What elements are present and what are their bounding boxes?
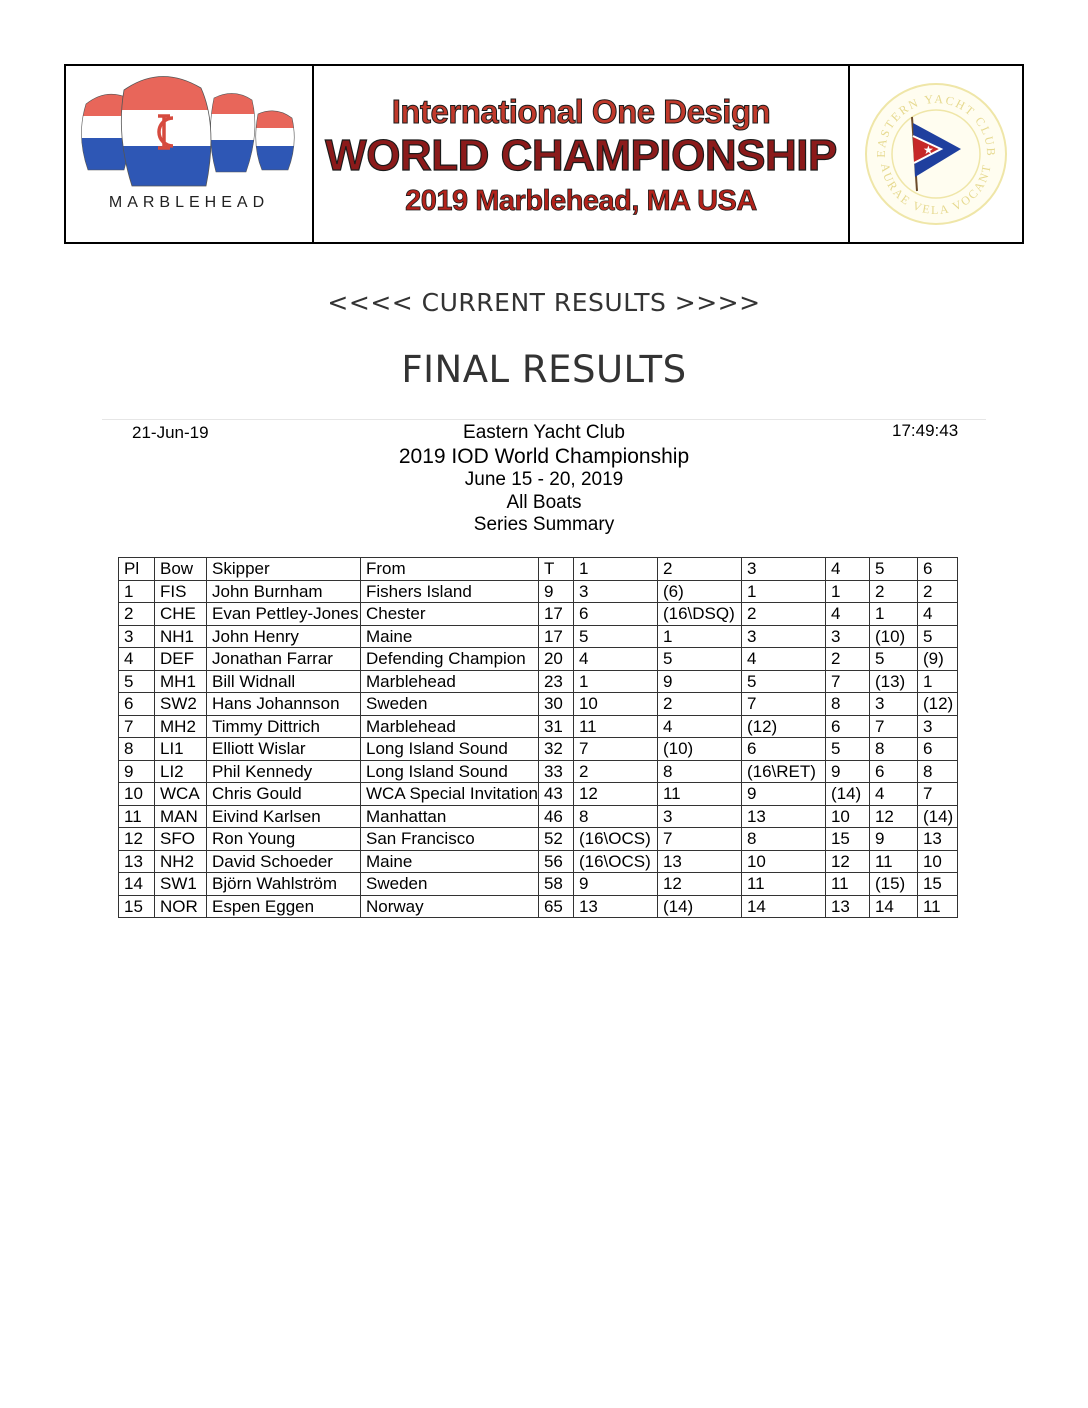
report-club: Eastern Yacht Club [463, 422, 625, 443]
cell-bow: CHE [155, 603, 207, 626]
cell-race-6: (12) [917, 693, 957, 716]
cell-bow: LI1 [155, 738, 207, 761]
report-time: 17:49:43 [892, 421, 959, 440]
cell-total: 46 [538, 805, 573, 828]
cell-skipper: David Schoeder [207, 850, 361, 873]
cell-race-6: 3 [917, 715, 957, 738]
cell-race-1: 4 [573, 648, 657, 671]
cell-race-1: 10 [573, 693, 657, 716]
cell-race-5: 9 [869, 828, 917, 851]
svg-text:★: ★ [923, 143, 934, 157]
cell-from: Maine [361, 850, 539, 873]
table-row [119, 648, 958, 671]
cell-from: WCA Special Invitation [361, 783, 539, 806]
event-championship-title: WORLD CHAMPIONSHIP [325, 130, 837, 180]
table-row [119, 670, 958, 693]
cell-race-3: 9 [741, 783, 825, 806]
cell-race-4: 12 [825, 850, 869, 873]
cell-skipper: Chris Gould [207, 783, 361, 806]
cell-total: 31 [538, 715, 573, 738]
table-row [119, 580, 958, 603]
marblehead-logo-cell [66, 66, 314, 242]
cell-place: 9 [119, 760, 155, 783]
cell-race-4: 15 [825, 828, 869, 851]
header-place: Pl [119, 558, 155, 581]
marblehead-sails-logo [66, 66, 312, 242]
header-race-1: 1 [573, 558, 657, 581]
cell-race-3: (12) [741, 715, 825, 738]
cell-place: 5 [119, 670, 155, 693]
cell-race-1: 13 [573, 895, 657, 918]
cell-race-2: 1 [657, 625, 741, 648]
eyc-seal-cell [850, 66, 1022, 242]
cell-race-6: 1 [917, 670, 957, 693]
cell-skipper: Eivind Karlsen [207, 805, 361, 828]
cell-from: Long Island Sound [361, 738, 539, 761]
cell-race-4: 13 [825, 895, 869, 918]
cell-race-5: 8 [869, 738, 917, 761]
cell-skipper: Timmy Dittrich [207, 715, 361, 738]
cell-bow: FIS [155, 580, 207, 603]
cell-race-5: (10) [869, 625, 917, 648]
cell-skipper: Hans Johannson [207, 693, 361, 716]
table-row [119, 895, 958, 918]
cell-total: 23 [538, 670, 573, 693]
cell-race-6: (14) [917, 805, 957, 828]
cell-race-4: 4 [825, 603, 869, 626]
report-division: All Boats [506, 492, 582, 513]
cell-from: Sweden [361, 693, 539, 716]
cell-race-2: (6) [657, 580, 741, 603]
cell-race-2: (10) [657, 738, 741, 761]
cell-place: 4 [119, 648, 155, 671]
table-row [119, 873, 958, 896]
cell-skipper: Bill Widnall [207, 670, 361, 693]
cell-race-3: 5 [741, 670, 825, 693]
cell-skipper: Ron Young [207, 828, 361, 851]
cell-race-3: 10 [741, 850, 825, 873]
cell-bow: SW1 [155, 873, 207, 896]
table-row [119, 693, 958, 716]
cell-race-2: 3 [657, 805, 741, 828]
cell-race-4: 5 [825, 738, 869, 761]
cell-race-4: 6 [825, 715, 869, 738]
cell-place: 1 [119, 580, 155, 603]
cell-skipper: John Henry [207, 625, 361, 648]
cell-race-1: 7 [573, 738, 657, 761]
cell-race-1: 6 [573, 603, 657, 626]
cell-bow: LI2 [155, 760, 207, 783]
cell-race-6: 4 [917, 603, 957, 626]
header-banner [64, 64, 1024, 244]
cell-race-5: 11 [869, 850, 917, 873]
table-row [119, 805, 958, 828]
cell-bow: SW2 [155, 693, 207, 716]
cell-race-6: 13 [917, 828, 957, 851]
cell-bow: MAN [155, 805, 207, 828]
cell-race-2: 11 [657, 783, 741, 806]
table-header-row [119, 558, 958, 581]
cell-race-5: 2 [869, 580, 917, 603]
table-row [119, 603, 958, 626]
cell-race-5: 1 [869, 603, 917, 626]
cell-race-3: 3 [741, 625, 825, 648]
cell-race-2: 9 [657, 670, 741, 693]
cell-from: Maine [361, 625, 539, 648]
cell-place: 6 [119, 693, 155, 716]
header-race-4: 4 [825, 558, 869, 581]
cell-skipper: John Burnham [207, 580, 361, 603]
cell-skipper: Jonathan Farrar [207, 648, 361, 671]
cell-bow: NH2 [155, 850, 207, 873]
header-race-5: 5 [869, 558, 917, 581]
event-title-cell [314, 66, 850, 242]
report-event: 2019 IOD World Championship [398, 445, 690, 468]
cell-place: 7 [119, 715, 155, 738]
cell-race-1: (16\OCS) [573, 850, 657, 873]
cell-race-2: 5 [657, 648, 741, 671]
cell-total: 43 [538, 783, 573, 806]
cell-place: 3 [119, 625, 155, 648]
cell-race-3: 14 [741, 895, 825, 918]
cell-race-1: 2 [573, 760, 657, 783]
cell-race-4: 2 [825, 648, 869, 671]
cell-from: Manhattan [361, 805, 539, 828]
report-summary: Series Summary [473, 514, 615, 535]
cell-race-3: 1 [741, 580, 825, 603]
cell-race-6: 5 [917, 625, 957, 648]
cell-race-6: 15 [917, 873, 957, 896]
cell-race-5: 3 [869, 693, 917, 716]
current-results-heading: <<<< CURRENT RESULTS >>>> [327, 288, 761, 317]
cell-race-3: 11 [741, 873, 825, 896]
cell-race-5: 4 [869, 783, 917, 806]
cell-race-3: 2 [741, 603, 825, 626]
cell-race-2: (14) [657, 895, 741, 918]
cell-total: 20 [538, 648, 573, 671]
cell-race-2: 13 [657, 850, 741, 873]
cell-race-4: 8 [825, 693, 869, 716]
cell-race-3: 6 [741, 738, 825, 761]
cell-race-4: 3 [825, 625, 869, 648]
cell-bow: SFO [155, 828, 207, 851]
cell-bow: NH1 [155, 625, 207, 648]
cell-race-2: 2 [657, 693, 741, 716]
cell-skipper: Elliott Wislar [207, 738, 361, 761]
eastern-yacht-club-seal [861, 79, 1011, 229]
table-row [119, 850, 958, 873]
report-date: 21-Jun-19 [132, 423, 209, 442]
cell-race-1: 5 [573, 625, 657, 648]
cell-skipper: Espen Eggen [207, 895, 361, 918]
header-race-6: 6 [917, 558, 957, 581]
cell-total: 17 [538, 625, 573, 648]
final-results-heading: FINAL RESULTS [401, 348, 687, 391]
results-table [118, 557, 958, 918]
cell-from: Fishers Island [361, 580, 539, 603]
table-row [119, 760, 958, 783]
cell-place: 2 [119, 603, 155, 626]
header-race-3: 3 [741, 558, 825, 581]
header-from: From [361, 558, 539, 581]
cell-race-5: 6 [869, 760, 917, 783]
cell-race-5: 12 [869, 805, 917, 828]
cell-race-5: 7 [869, 715, 917, 738]
cell-total: 52 [538, 828, 573, 851]
cell-race-1: (16\OCS) [573, 828, 657, 851]
cell-race-1: 12 [573, 783, 657, 806]
cell-total: 17 [538, 603, 573, 626]
cell-total: 9 [538, 580, 573, 603]
event-class-title: International One Design [391, 92, 771, 130]
cell-from: Defending Champion [361, 648, 539, 671]
event-location-title: 2019 Marblehead, MA USA [405, 184, 757, 217]
cell-from: San Francisco [361, 828, 539, 851]
cell-race-2: 4 [657, 715, 741, 738]
table-row [119, 738, 958, 761]
cell-race-3: 4 [741, 648, 825, 671]
cell-bow: NOR [155, 895, 207, 918]
cell-from: Sweden [361, 873, 539, 896]
cell-race-4: 7 [825, 670, 869, 693]
cell-race-5: 14 [869, 895, 917, 918]
cell-race-3: (16\RET) [741, 760, 825, 783]
cell-total: 33 [538, 760, 573, 783]
cell-from: Long Island Sound [361, 760, 539, 783]
cell-race-5: (13) [869, 670, 917, 693]
cell-race-6: (9) [917, 648, 957, 671]
cell-place: 13 [119, 850, 155, 873]
cell-place: 8 [119, 738, 155, 761]
header-skipper: Skipper [207, 558, 361, 581]
cell-race-3: 13 [741, 805, 825, 828]
cell-skipper: Björn Wahlström [207, 873, 361, 896]
cell-race-2: 12 [657, 873, 741, 896]
report-dates: June 15 - 20, 2019 [464, 469, 624, 490]
cell-race-2: 8 [657, 760, 741, 783]
header-total: T [538, 558, 573, 581]
cell-race-3: 7 [741, 693, 825, 716]
cell-total: 58 [538, 873, 573, 896]
cell-race-6: 2 [917, 580, 957, 603]
cell-from: Norway [361, 895, 539, 918]
cell-race-6: 8 [917, 760, 957, 783]
cell-place: 11 [119, 805, 155, 828]
cell-from: Chester [361, 603, 539, 626]
table-row [119, 715, 958, 738]
table-row [119, 625, 958, 648]
cell-race-3: 8 [741, 828, 825, 851]
cell-total: 30 [538, 693, 573, 716]
cell-from: Marblehead [361, 670, 539, 693]
cell-race-6: 10 [917, 850, 957, 873]
cell-race-2: 7 [657, 828, 741, 851]
cell-skipper: Phil Kennedy [207, 760, 361, 783]
cell-race-4: 10 [825, 805, 869, 828]
cell-race-1: 3 [573, 580, 657, 603]
cell-place: 15 [119, 895, 155, 918]
cell-race-6: 7 [917, 783, 957, 806]
svg-text:AURAE VELA VOCANT: AURAE VELA VOCANT [878, 162, 994, 218]
header-bow: Bow [155, 558, 207, 581]
cell-bow: WCA [155, 783, 207, 806]
cell-race-5: 5 [869, 648, 917, 671]
cell-from: Marblehead [361, 715, 539, 738]
cell-bow: DEF [155, 648, 207, 671]
table-row [119, 783, 958, 806]
cell-race-4: (14) [825, 783, 869, 806]
cell-total: 32 [538, 738, 573, 761]
cell-race-1: 9 [573, 873, 657, 896]
cell-race-5: (15) [869, 873, 917, 896]
cell-place: 10 [119, 783, 155, 806]
header-race-2: 2 [657, 558, 741, 581]
cell-race-4: 11 [825, 873, 869, 896]
table-row [119, 828, 958, 851]
cell-race-2: (16\DSQ) [657, 603, 741, 626]
cell-place: 12 [119, 828, 155, 851]
cell-total: 56 [538, 850, 573, 873]
marblehead-wordmark: MARBLEHEAD [108, 194, 270, 211]
cell-place: 14 [119, 873, 155, 896]
cell-race-6: 11 [917, 895, 957, 918]
cell-race-4: 9 [825, 760, 869, 783]
cell-skipper: Evan Pettley-Jones [207, 603, 361, 626]
cell-race-4: 1 [825, 580, 869, 603]
cell-race-1: 11 [573, 715, 657, 738]
svg-text:EASTERN YACHT CLUB: EASTERN YACHT CLUB [873, 91, 999, 158]
cell-bow: MH1 [155, 670, 207, 693]
cell-race-1: 1 [573, 670, 657, 693]
scan-divider [102, 419, 986, 420]
cell-race-6: 6 [917, 738, 957, 761]
cell-bow: MH2 [155, 715, 207, 738]
cell-race-1: 8 [573, 805, 657, 828]
cell-total: 65 [538, 895, 573, 918]
